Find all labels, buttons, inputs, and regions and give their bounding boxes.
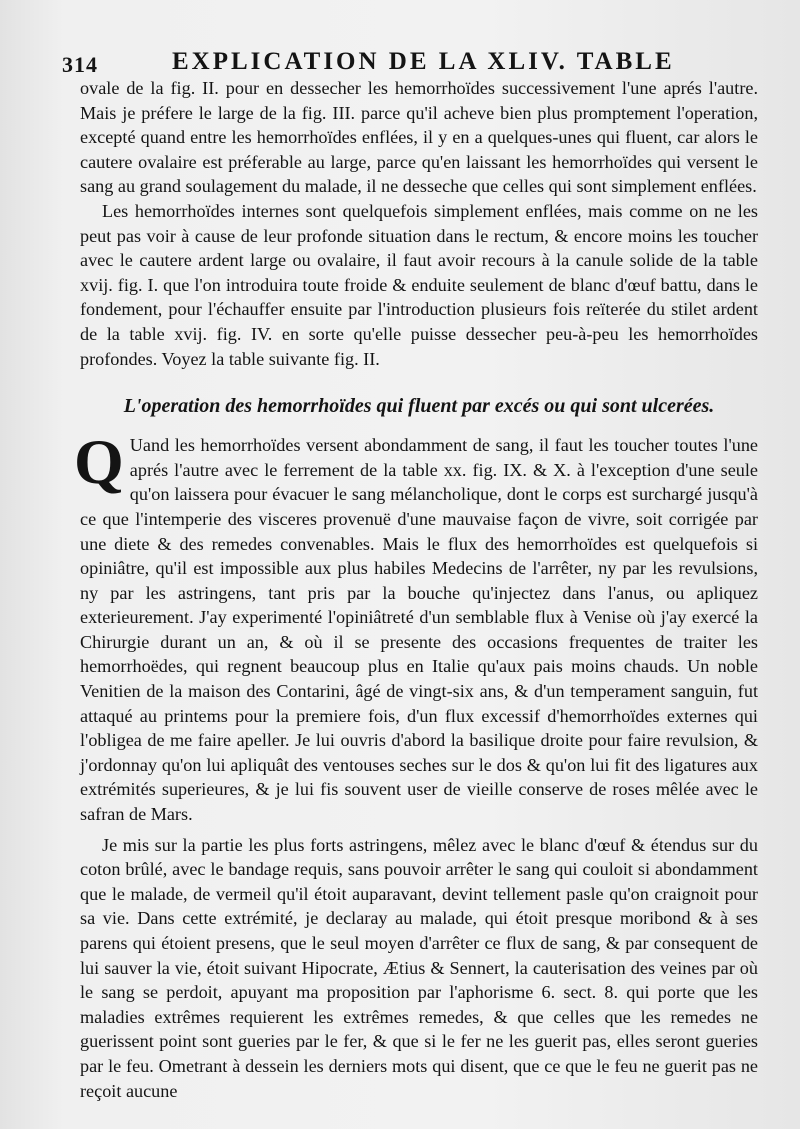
page-body bbox=[74, 76, 758, 1103]
running-title: EXPLICATION DE LA XLIV. TABLE bbox=[172, 48, 675, 75]
drop-cap-letter: Q bbox=[74, 426, 124, 498]
paragraph-section-opening bbox=[74, 426, 758, 827]
section-heading: L'operation des hemorrhoïdes qui fluent par excés ou qui sont ulcerées. bbox=[123, 395, 715, 418]
paragraph-astringents: Je mis sur la partie les plus forts astringens, mêlez avec le blanc d'œuf & étendus sur du coton brûlé, avec le bandage requis, sans pouvoir arrêter le sang qui couloit si abondamment que le malade, de vermeil qu'il étoit auparavant, devint tellement pasle qu'on craignoit pour sa vie. Dans cette extrémité, je declaray au malade, qui étoit presque moribond & à ses parens qui étoient presens, que le seul moyen d'arrêter ce flux de sang, & par consequent de lui sauver la vie, étoit suivant Hipocrate, Ætius & Sennert, la cauterisation des veines par où le sang se perdoit, apuyant ma proposition par l'aphorisme 6. sect. 8. qui porte que les maladies extrêmes requierent les extrêmes remedes, & que celles que les remedes ne guerissent point sont gueries par le fer, & que si le fer ne les guerit pas, elles seront gueries par le feu. Ometrant à dessein les derniers mots qui disent, que ce que le feu ne guerit pas ne reçoit aucune bbox=[80, 834, 758, 1101]
paragraph-section-opening-text: Uand les hemorrhoïdes versent abondamment de sang, il faut les toucher toutes l'une aprés l'autre avec le ferrement de la table xx. fig. IX. & X. à l'exception d'une seule qu'on laissera pour évacuer le sang mélancholique, dont le corps est surchargé jusqu'à ce que l'intemperie des visceres provenuë d'une mauvaise façon de vivre, soit corrigée par une diete & des remedes convenables. Mais le flux des hemorrhoïdes est quelquefois si opiniâtre, qu'il est impossible aux plus habiles Medecins de l'arrêter, ny par les revulsions, ny par les astringens, tant pris par la bouche qu'injectez dans l'anus, ou apliquez exterieurement. J'ay experimenté l'opiniâtreté d'un semblable flux à Venise où j'ay exercé la Chirurgie durant un an, & où il se presente des occasions frequentes de traiter les hemorrhoëdes, qui regnent beaucoup plus en Italie qu'aux pais moins chauds. Un noble Venitien de la maison des Contarini, âgé de vingt-six ans, & d'un temperament sanguin, fut attaqué au printems pour la premiere fois, d'un flux excessif d'hemorrhoïdes externes qui l'obligea de me faire apeller. Je lui ouvris d'abord la basilique droite pour faire revulsion, & j'ordonnay qu'on lui apliquât des ventouses seches sur le dos & qu'on lui fit des ligatures aux extrémités superieures, & je lui fis souvent user de vieille conserve de roses mêlée avec le safran de Mars. bbox=[80, 435, 758, 825]
paragraph-continuation: ovale de la fig. II. pour en dessecher les hemorrhoïdes successivement l'une aprés l'autre. Mais je préfere le large de la fig. III. parce qu'il acheve bien plus promptement l'operation, excepté quand entre les hemorrhoïdes enflées, il y en a quelques-unes qui fluent, car alors le cautere ovalaire est préferable au large, parce qu'en laissant les hemorrhoïdes qui versent le sang au grand soulagement du malade, il ne desseche que celles qui sont simplement enflées. bbox=[80, 78, 758, 197]
paragraph-internal-hemorrhoids: Les hemorrhoïdes internes sont quelquefois simplement enflées, mais comme on ne les peut pas voir à cause de leur profonde situation dans le rectum, & encore moins les toucher avec le cautere ardent large ou ovalaire, il faut avoir recours à la canule solide de la table xvij. fig. I. que l'on introduira toute froide & enduite seulement de blanc d'œuf battu, dans le fondement, pour l'échauffer ensuite par l'introduction plusieurs fois reïterée du stilet ardent de la table xvij. fig. IV. en sorte qu'elle puisse dessecher peu-à-peu les hemorrhoïdes profondes. Voyez la table suivante fig. II. bbox=[80, 200, 758, 369]
page-number: 314 bbox=[62, 52, 98, 77]
